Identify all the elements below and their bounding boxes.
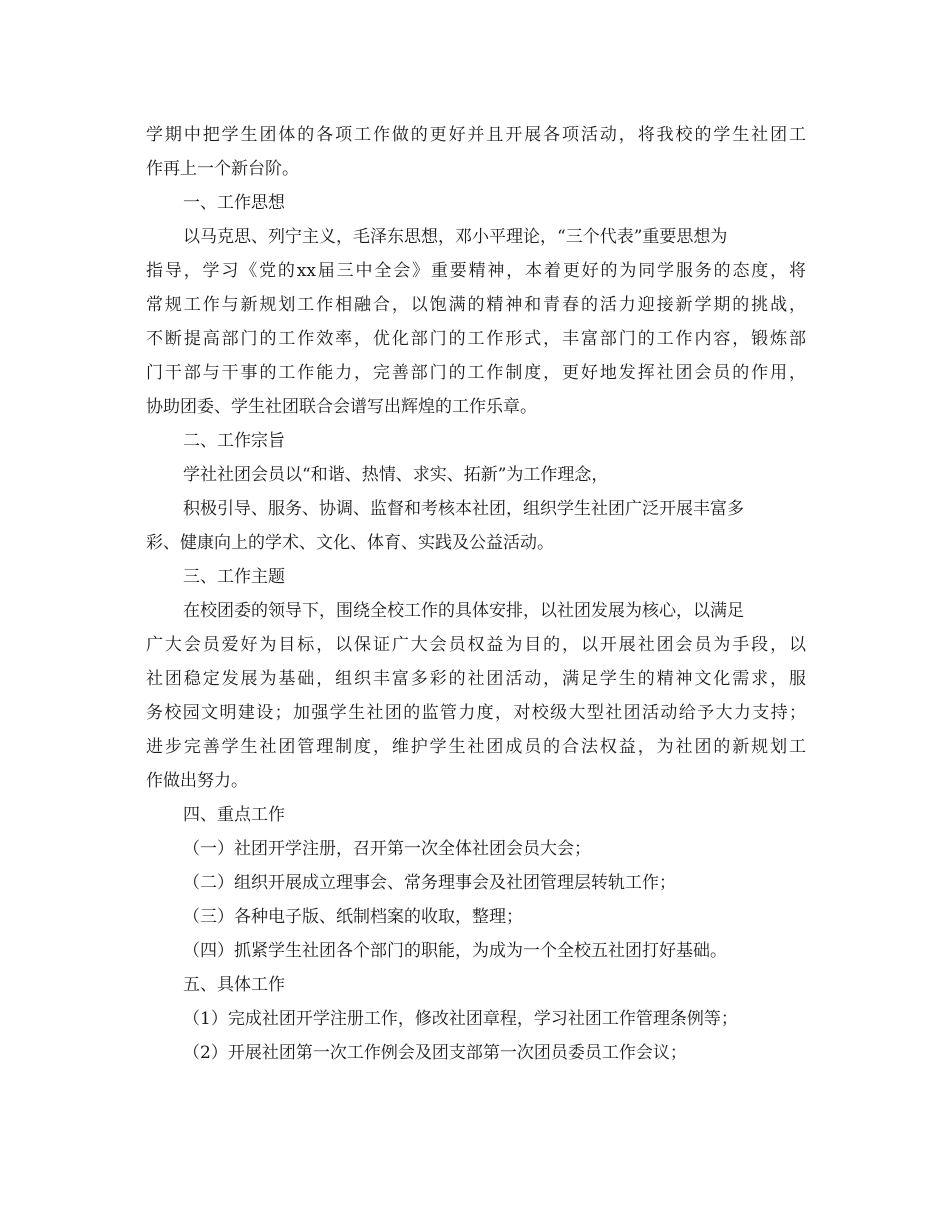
paragraph-line: 学期中把学生团体的各项工作做的更好并且开展各项活动，将我校的学生社团工: [146, 125, 806, 145]
paragraph-line: 社团稳定发展为基础，组织丰富多彩的社团活动，满足学生的精神文化需求，服: [146, 669, 806, 689]
section-heading: 一、工作思想: [183, 193, 285, 213]
paragraph-line: 进步完善学生社团管理制度，维护学生社团成员的合法权益，为社团的新规划工: [146, 737, 806, 757]
paragraph-line: 彩、健康向上的学术、文化、体育、实践及公益活动。: [146, 533, 554, 553]
paragraph-line: 作再上一个新台阶。: [146, 159, 299, 179]
list-item: （2）开展社团第一次工作例会及团支部第一次团员委员工作会议；: [183, 1043, 687, 1063]
paragraph-line: 协助团委、学生社团联合会谱写出辉煌的工作乐章。: [146, 397, 537, 417]
section-heading: 二、工作宗旨: [183, 431, 285, 451]
list-item: （三）各种电子版、纸制档案的收取，整理；: [183, 907, 523, 927]
paragraph-line: 门干部与干事的工作能力，完善部门的工作制度，更好地发挥社团会员的作用，: [146, 363, 806, 383]
paragraph-line: 作做出努力。: [146, 771, 248, 791]
section-heading: 四、重点工作: [183, 805, 285, 825]
paragraph-line: 指导，学习《党的xx届三中全会》重要精神，本着更好的为同学服务的态度，将: [146, 261, 806, 281]
list-item: （二）组织开展成立理事会、常务理事会及社团管理层转轨工作；: [183, 873, 676, 893]
list-item: （四）抓紧学生社团各个部门的职能，为成为一个全校五社团打好基础。: [183, 941, 727, 961]
paragraph-line: 以马克思、列宁主义，毛泽东思想，邓小平理论，“三个代表”重要思想为: [183, 227, 728, 247]
list-item: （1）完成社团开学注册工作，修改社团章程，学习社团工作管理条例等；: [183, 1009, 738, 1029]
paragraph-line: 积极引导、服务、协调、监督和考核本社团，组织学生社团广泛开展丰富多: [183, 499, 744, 519]
paragraph-line: 不断提高部门的工作效率，优化部门的工作形式，丰富部门的工作内容，锻炼部: [146, 329, 806, 349]
paragraph-line: 务校园文明建设；加强学生社团的监管力度，对校级大型社团活动给予大力支持；: [146, 703, 806, 723]
paragraph-line: 学社社团会员以“和谐、热情、求实、拓新”为工作理念，: [183, 465, 609, 485]
paragraph-line: 常规工作与新规划工作相融合，以饱满的精神和青春的活力迎接新学期的挑战，: [146, 295, 806, 315]
document-body: [146, 118, 806, 1070]
section-heading: 三、工作主题: [183, 567, 285, 587]
paragraph-line: 广大会员爱好为目标，以保证广大会员权益为目的，以开展社团会员为手段，以: [146, 635, 806, 655]
section-heading: 五、具体工作: [183, 975, 285, 995]
list-item: （一）社团开学注册，召开第一次全体社团会员大会；: [183, 839, 591, 859]
paragraph-line: 在校团委的领导下，围绕全校工作的具体安排，以社团发展为核心，以满足: [183, 601, 744, 621]
